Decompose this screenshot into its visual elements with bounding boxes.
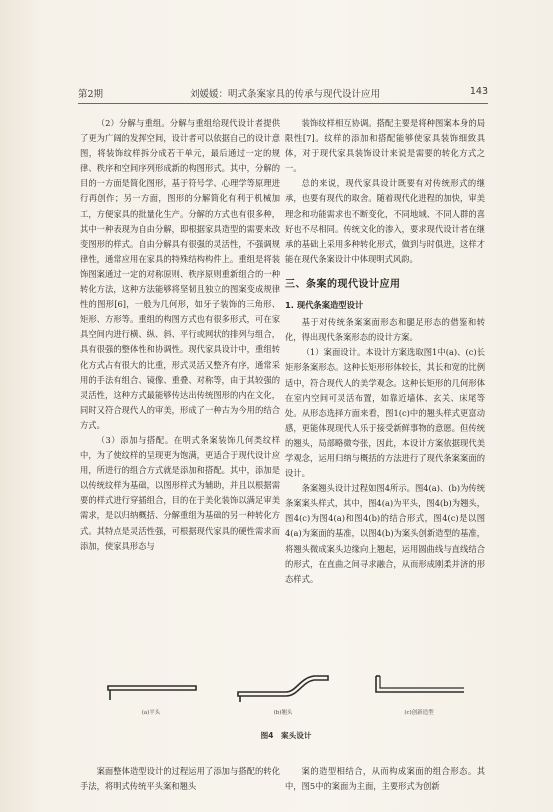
running-title: 刘媛媛：明式条案家具的传承与现代设计应用: [190, 89, 381, 100]
page-number: 143: [469, 86, 488, 97]
figure-4c: [364, 656, 474, 728]
figure-4b-label: (b)翘头: [273, 710, 293, 716]
figure-4a-label: (a)平头: [141, 710, 161, 716]
figure-4b: [228, 656, 338, 728]
paragraph-summary: 总的来说，现代家具设计既要有对传统形式的继承，也要有现代的取舍。随着现代化进程的加快，审美理念和功能需求也不断变化，不同地域、不同人群的喜好也不尽相同。传统文化的渗入，要求现代设计者在继承的基础上采用多种转化形式，做到与时俱进，这样才能在现代条案设计中体现明式风韵。: [285, 178, 485, 264]
raised-head-drawing: [228, 656, 338, 706]
subsection-title: 1. 现代条案造型设计: [285, 300, 364, 311]
innovative-head-drawing: [364, 656, 474, 706]
figure-caption: 图4 案头设计: [260, 731, 312, 740]
paragraph-table-head: 条案翘头设计过程如图4所示。图4(a)、(b)为传统条案案头样式，其中，图4(a)为平头，图4(b)为翘头，图4(c)为图4(a)和图4(b)的结合形式，图4(c)是以图4(a)为案面的基准，以图4(b)为案头创新造型的基准，将翘头微成案头边缘向上翘起，运用圆曲线与直线结合的形式，在直曲之间寻求融合，从而形成刚柔并济的形态样式。: [285, 483, 485, 584]
issue-number: 第2期: [78, 89, 104, 100]
bottom-right-column: [285, 764, 485, 794]
bottom-left-column: [80, 764, 280, 794]
figure-4: [96, 656, 476, 746]
paragraph-decompose-recombine: （2）分解与重组。分解与重组给现代设计者提供了更为广阔的发挥空间，设计者可以依据自己的设计意图，将装饰纹样拆分成若干单元，最后通过一定的规律、秩序和空间序列形成新的构图形式。其中，分解的目的一方面是简化图形，基于符号学、心理学等原理进行再创作；另一方面，图形的分解简化有利于机械加工，方便家具的批量化生产。分解的方式也有很多种，其中一种表现为自由分解，即根据家具造型的需要来改变图形的样式。自由分解具有很强的灵活性，不强调规律性，通常应用在家具的特殊结构构件上。重组是将装饰图案通过一定的对称原则、秩序原则重新组合的一种转化方法，这种方法能够将坚韧且独立的图案变成规律性的图形[6]，一般为几何形，如牙子装饰的三角形、矩形、方形等。重组的构图方式也有很多形式，可在家具空间内进行横、纵、斜、平行或网状的排列与组合，具有很强的整体性和协调性。现代家具设计中，重组转化方式占有很大的比重，形式灵活又整齐有序，通常采用的手法有组合、镜像、重叠、对称等，由于其较强的灵活性，这种方式最能够传达出传统图形的内在文化，同时又符合现代人的审美，形成了一种古为今用的结合方式。: [80, 118, 280, 430]
paragraph-combined-form: 案的造型相结合，从而构成案面的组合形态。其中，图5中的案面为主面，主要形式为创新: [285, 766, 485, 792]
paragraph-table-top: （1）案面设计。本设计方案选取图1中(a)、(c)长矩形条案形态。这种长矩形形体较长，其长和宽的比例适中，符合现代人的美学观念。这种长矩形的几何形体在室内空间可灵活布置，如靠近墙体、玄关、床尾等处。从形态选择方面来看，图1(c)中的翘头样式更富动感，更能体现现代人乐于接受新鲜事物的意愿。但传统的翘头，局部略微夸张，因此，本设计方案依据现代美学观念，运用归纳与概括的方法进行了现代条案案面的设计。: [285, 347, 485, 479]
flat-head-drawing: [96, 656, 206, 706]
right-column: [285, 116, 485, 587]
figure-4c-label: (c)创新造型: [404, 710, 434, 716]
header-rule: [78, 103, 488, 104]
page-header: [78, 86, 488, 102]
paragraph-add-match: （3）添加与搭配。在明式条案装饰几何类纹样中，为了使纹样的呈现更为饱满，更适合于现代设计应用，所进行的组合方式就是添加和搭配。其中，添加是以传统纹样为基础，以图形样式为辅助，并且以根据需要的样式进行穿插组合，目的在于美化装饰以满足审美需求，是以归纳概括、分解重组为基础的另一种转化方式。其特点是灵活性强，可根据现代家具的硬性需求而添加，使家具形态与: [80, 434, 280, 551]
paragraph-overall-design: 案面整体造型设计的过程运用了添加与搭配的转化手法，将明式传统平头案和翘头: [80, 766, 280, 792]
paragraph-continuation: 装饰纹样相互协调。搭配主要是将种图案本身的局限性[7]。纹样的添加和搭配能够使家具装饰细致具体，对于现代家具装饰设计来说是需要的转化方式之一。: [285, 118, 485, 174]
paragraph-intro: 基于对传统条案案面形态和腿足形态的借鉴和转化，得出现代条案形态的设计方案。: [285, 317, 485, 343]
left-column: [80, 116, 280, 554]
section-title: 三、条案的现代设计应用: [285, 278, 401, 290]
figure-4a: [96, 656, 206, 728]
